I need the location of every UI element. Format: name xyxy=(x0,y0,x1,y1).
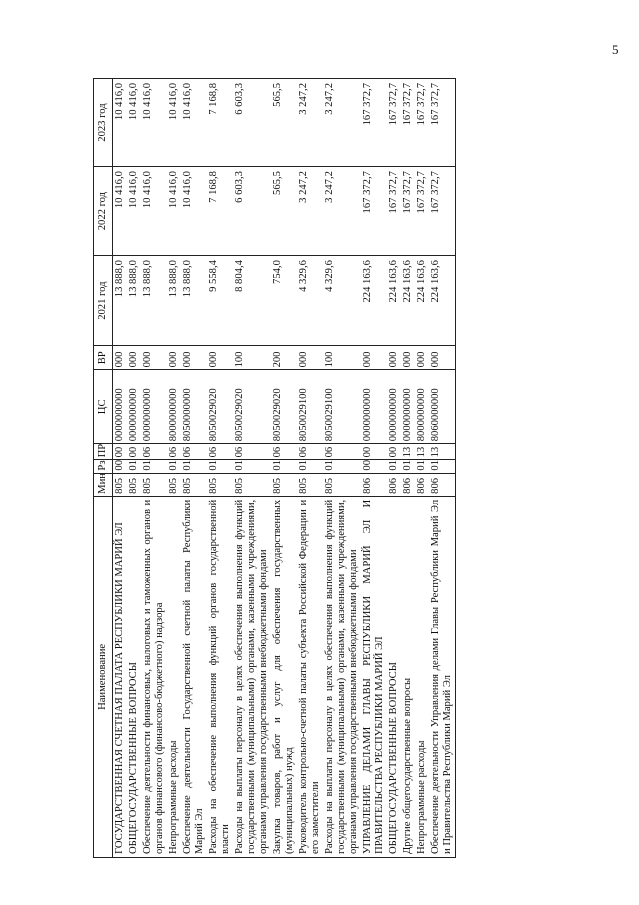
header-2022: 2022 год xyxy=(94,167,113,256)
cell-name: Руководитель контрольно-счетной палаты субъекта Российской Федерации и его заместители xyxy=(297,496,323,857)
cell-y2023: 3 247,2 xyxy=(297,79,323,167)
cell-vr: 000 xyxy=(297,346,323,370)
cell-y2023: 167 372,7 xyxy=(387,79,401,167)
cell-cs: 8050029100 xyxy=(297,370,323,444)
cell-pr: 00 xyxy=(113,444,128,460)
cell-rz: 01 xyxy=(127,460,141,473)
table-body xyxy=(113,79,456,858)
cell-vr: 000 xyxy=(181,346,207,370)
cell-y2021: 754,0 xyxy=(271,256,297,346)
cell-min: 805 xyxy=(181,473,207,496)
cell-pr: 06 xyxy=(297,444,323,460)
cell-cs: 0000000000 xyxy=(361,370,387,444)
cell-rz: 01 xyxy=(323,460,361,473)
table-row xyxy=(387,79,401,858)
cell-y2021: 13 888,0 xyxy=(167,256,181,346)
cell-name: УПРАВЛЕНИЕ ДЕЛАМИ ГЛАВЫ РЕСПУБЛИКИ МАРИЙ ЭЛ И ПРАВИТЕЛЬСТВА РЕСПУБЛИКИ МАРИЙ ЭЛ xyxy=(361,496,387,857)
cell-cs: 0000000000 xyxy=(387,370,401,444)
cell-y2023: 565,5 xyxy=(271,79,297,167)
cell-name: ГОСУДАРСТВЕННАЯ СЧЕТНАЯ ПАЛАТА РЕСПУБЛИКИ МАРИЙ ЭЛ xyxy=(113,496,128,857)
cell-y2022: 3 247,2 xyxy=(323,167,361,256)
cell-name: Закупка товаров, работ и услуг для обеспечения государственных (муниципальных) нужд xyxy=(271,496,297,857)
cell-pr: 06 xyxy=(181,444,207,460)
cell-y2021: 224 163,6 xyxy=(415,256,429,346)
cell-y2021: 13 888,0 xyxy=(113,256,128,346)
cell-y2023: 167 372,7 xyxy=(429,79,456,167)
cell-pr: 13 xyxy=(401,444,415,460)
cell-y2022: 10 416,0 xyxy=(127,167,141,256)
cell-rz: 00 xyxy=(113,460,128,473)
table-row xyxy=(167,79,181,858)
cell-name: Расходы на выплаты персоналу в целях обеспечения выполнения функций государственными (муниципальными) органами, казенными учреждениями, органами управления государственными внебюджетными фондами xyxy=(233,496,271,857)
cell-cs: 0000000000 xyxy=(141,370,167,444)
cell-y2022: 167 372,7 xyxy=(415,167,429,256)
cell-y2023: 6 603,3 xyxy=(233,79,271,167)
cell-y2022: 167 372,7 xyxy=(387,167,401,256)
cell-y2021: 224 163,6 xyxy=(361,256,387,346)
cell-cs: 8050029020 xyxy=(207,370,233,444)
cell-y2023: 167 372,7 xyxy=(415,79,429,167)
cell-pr: 06 xyxy=(141,444,167,460)
cell-cs: 8050000000 xyxy=(181,370,207,444)
cell-cs: 0000000000 xyxy=(113,370,128,444)
cell-y2022: 565,5 xyxy=(271,167,297,256)
cell-name: Непрограммные расходы xyxy=(167,496,181,857)
cell-name: Обеспечение деятельности Государственной счетной палаты Республики Марий Эл xyxy=(181,496,207,857)
cell-y2022: 7 168,8 xyxy=(207,167,233,256)
page-number: 5 xyxy=(612,42,619,57)
cell-name: Другие общегосударственные вопросы xyxy=(401,496,415,857)
table-header-row xyxy=(94,79,113,858)
cell-min: 806 xyxy=(361,473,387,496)
cell-y2022: 10 416,0 xyxy=(113,167,128,256)
cell-min: 805 xyxy=(297,473,323,496)
table-row xyxy=(207,79,233,858)
cell-y2021: 13 888,0 xyxy=(181,256,207,346)
cell-name: ОБЩЕГОСУДАРСТВЕННЫЕ ВОПРОСЫ xyxy=(387,496,401,857)
cell-y2022: 10 416,0 xyxy=(141,167,167,256)
header-2021: 2021 год xyxy=(94,256,113,346)
cell-cs: 0000000000 xyxy=(401,370,415,444)
cell-y2023: 167 372,7 xyxy=(401,79,415,167)
cell-name: Расходы на обеспечение выполнения функций органов государственной власти xyxy=(207,496,233,857)
cell-y2021: 4 329,6 xyxy=(297,256,323,346)
cell-rz: 01 xyxy=(233,460,271,473)
cell-vr: 000 xyxy=(387,346,401,370)
cell-min: 806 xyxy=(415,473,429,496)
table-row xyxy=(127,79,141,858)
cell-y2022: 167 372,7 xyxy=(361,167,387,256)
cell-y2022: 167 372,7 xyxy=(401,167,415,256)
cell-vr: 100 xyxy=(233,346,271,370)
cell-cs: 8050029020 xyxy=(233,370,271,444)
cell-y2021: 224 163,6 xyxy=(387,256,401,346)
cell-rz: 01 xyxy=(387,460,401,473)
cell-y2022: 6 603,3 xyxy=(233,167,271,256)
cell-pr: 06 xyxy=(167,444,181,460)
table-row xyxy=(233,79,271,858)
cell-name: Расходы на выплаты персоналу в целях обеспечения выполнения функций государственными (муниципальными) органами, казенными учреждениями, органами управления государственными внебюджетными фондами xyxy=(323,496,361,857)
cell-vr: 000 xyxy=(141,346,167,370)
table-row xyxy=(141,79,167,858)
cell-min: 806 xyxy=(387,473,401,496)
cell-min: 805 xyxy=(271,473,297,496)
cell-rz: 01 xyxy=(401,460,415,473)
cell-y2023: 167 372,7 xyxy=(361,79,387,167)
cell-vr: 000 xyxy=(415,346,429,370)
cell-y2023: 10 416,0 xyxy=(181,79,207,167)
header-pr: ПР xyxy=(94,444,113,460)
cell-name: Обеспечение деятельности Управления делами Главы Республики Марий Эл и Правительства Республики Марий Эл xyxy=(429,496,456,857)
cell-pr: 13 xyxy=(429,444,456,460)
cell-cs: 8060000000 xyxy=(429,370,456,444)
header-cs: ЦС xyxy=(94,370,113,444)
cell-vr: 000 xyxy=(429,346,456,370)
cell-rz: 01 xyxy=(141,460,167,473)
cell-rz: 01 xyxy=(297,460,323,473)
cell-y2023: 3 247,2 xyxy=(323,79,361,167)
table-row xyxy=(297,79,323,858)
cell-vr: 000 xyxy=(361,346,387,370)
cell-y2023: 10 416,0 xyxy=(141,79,167,167)
cell-min: 805 xyxy=(127,473,141,496)
cell-rz: 01 xyxy=(271,460,297,473)
header-2023: 2023 год xyxy=(94,79,113,167)
header-vr: ВР xyxy=(94,346,113,370)
cell-y2021: 9 558,4 xyxy=(207,256,233,346)
header-min: Мин xyxy=(94,473,113,496)
cell-pr: 00 xyxy=(127,444,141,460)
cell-y2022: 167 372,7 xyxy=(429,167,456,256)
cell-y2023: 7 168,8 xyxy=(207,79,233,167)
cell-cs: 0000000000 xyxy=(127,370,141,444)
cell-cs: 8000000000 xyxy=(167,370,181,444)
cell-min: 806 xyxy=(429,473,456,496)
cell-vr: 000 xyxy=(127,346,141,370)
cell-min: 805 xyxy=(207,473,233,496)
table-row xyxy=(113,79,128,858)
cell-y2021: 224 163,6 xyxy=(401,256,415,346)
cell-min: 805 xyxy=(141,473,167,496)
cell-vr: 100 xyxy=(323,346,361,370)
cell-vr: 000 xyxy=(207,346,233,370)
cell-rz: 01 xyxy=(207,460,233,473)
cell-rz: 01 xyxy=(181,460,207,473)
cell-pr: 06 xyxy=(207,444,233,460)
budget-table xyxy=(93,78,456,858)
cell-y2021: 4 329,6 xyxy=(323,256,361,346)
table-row xyxy=(429,79,456,858)
cell-name: Обеспечение деятельности финансовых, налоговых и таможенных органов и органов финансового (финансово-бюджетного) надзора xyxy=(141,496,167,857)
cell-y2021: 8 804,4 xyxy=(233,256,271,346)
cell-cs: 8050029100 xyxy=(323,370,361,444)
cell-y2021: 13 888,0 xyxy=(141,256,167,346)
cell-y2021: 224 163,6 xyxy=(429,256,456,346)
cell-vr: 000 xyxy=(401,346,415,370)
cell-y2023: 10 416,0 xyxy=(113,79,128,167)
cell-y2022: 10 416,0 xyxy=(181,167,207,256)
cell-pr: 00 xyxy=(361,444,387,460)
cell-pr: 00 xyxy=(387,444,401,460)
cell-y2022: 3 247,2 xyxy=(297,167,323,256)
cell-rz: 00 xyxy=(361,460,387,473)
table-row xyxy=(415,79,429,858)
cell-pr: 06 xyxy=(233,444,271,460)
cell-cs: 8050029020 xyxy=(271,370,297,444)
cell-min: 805 xyxy=(323,473,361,496)
cell-min: 805 xyxy=(233,473,271,496)
cell-min: 806 xyxy=(401,473,415,496)
cell-min: 805 xyxy=(113,473,128,496)
cell-vr: 000 xyxy=(167,346,181,370)
cell-rz: 01 xyxy=(429,460,456,473)
table-row xyxy=(361,79,387,858)
cell-y2021: 13 888,0 xyxy=(127,256,141,346)
table-row xyxy=(401,79,415,858)
cell-vr: 000 xyxy=(113,346,128,370)
cell-min: 805 xyxy=(167,473,181,496)
rotated-table-container xyxy=(93,78,548,858)
header-rz: Рз xyxy=(94,460,113,473)
table-row xyxy=(271,79,297,858)
cell-rz: 01 xyxy=(167,460,181,473)
cell-name: ОБЩЕГОСУДАРСТВЕННЫЕ ВОПРОСЫ xyxy=(127,496,141,857)
cell-y2023: 10 416,0 xyxy=(127,79,141,167)
cell-y2023: 10 416,0 xyxy=(167,79,181,167)
cell-y2022: 10 416,0 xyxy=(167,167,181,256)
table-row xyxy=(181,79,207,858)
cell-pr: 06 xyxy=(323,444,361,460)
cell-rz: 01 xyxy=(415,460,429,473)
cell-name: Непрограммные расходы xyxy=(415,496,429,857)
cell-pr: 06 xyxy=(271,444,297,460)
header-name: Наименование xyxy=(94,496,113,857)
cell-pr: 13 xyxy=(415,444,429,460)
cell-vr: 200 xyxy=(271,346,297,370)
cell-cs: 8000000000 xyxy=(415,370,429,444)
table-row xyxy=(323,79,361,858)
